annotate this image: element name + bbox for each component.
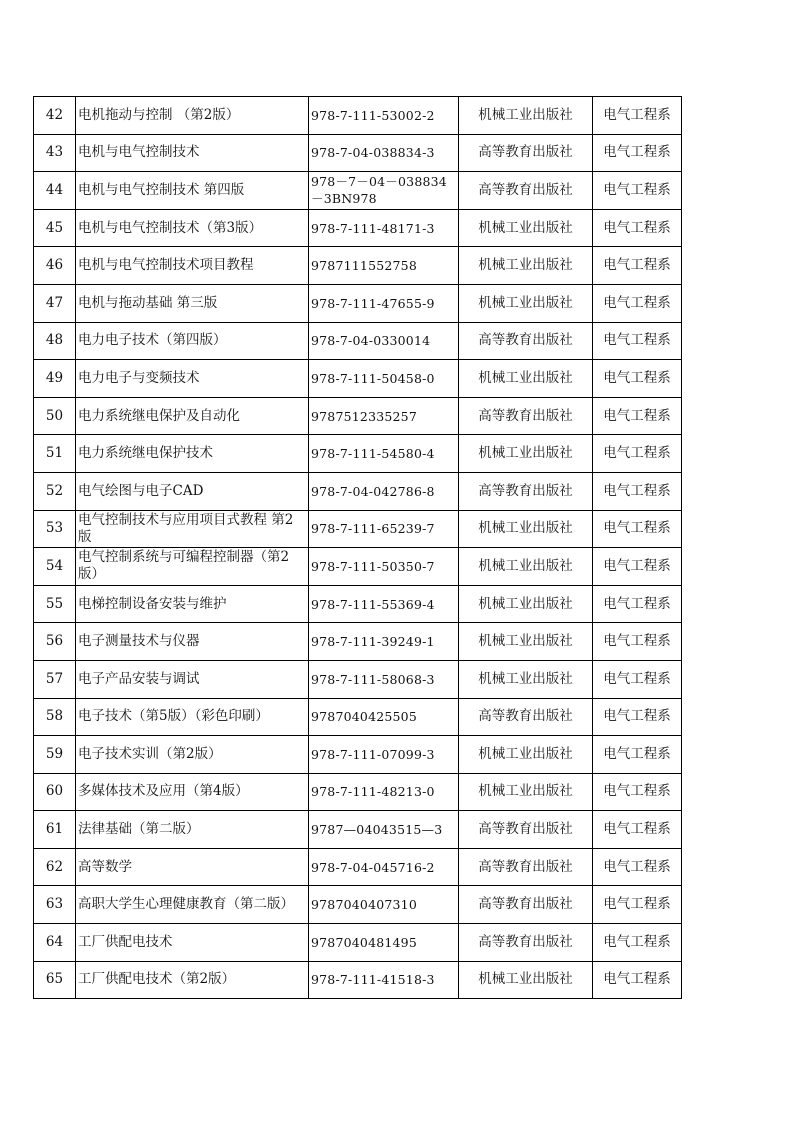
department-cell: 电气工程系 — [593, 961, 682, 999]
isbn-cell: 978-7-111-48213-0 — [309, 773, 459, 811]
book-title-cell: 电气控制系统与可编程控制器（第2版） — [76, 548, 309, 586]
book-title-cell: 电机与拖动基础 第三版 — [76, 284, 309, 322]
book-title-cell: 多媒体技术及应用（第4版） — [76, 773, 309, 811]
table-row — [34, 97, 682, 135]
isbn-cell: 978－7－04－038834－3BN978 — [309, 172, 459, 210]
book-title-cell: 电机拖动与控制 （第2版） — [76, 97, 309, 135]
book-title-cell: 电机与电气控制技术（第3版） — [76, 209, 309, 247]
book-title-cell: 电力系统继电保护技术 — [76, 435, 309, 473]
isbn-cell: 978-7-111-55369-4 — [309, 585, 459, 623]
isbn-cell: 9787—04043515—3 — [309, 811, 459, 849]
row-number-cell: 55 — [34, 585, 76, 623]
isbn-cell: 9787040407310 — [309, 886, 459, 924]
isbn-cell: 978-7-04-042786-8 — [309, 472, 459, 510]
table-row — [34, 811, 682, 849]
department-cell: 电气工程系 — [593, 623, 682, 661]
department-cell: 电气工程系 — [593, 397, 682, 435]
publisher-cell: 机械工业出版社 — [459, 660, 593, 698]
publisher-cell: 高等教育出版社 — [459, 886, 593, 924]
book-title-cell: 法律基础（第二版） — [76, 811, 309, 849]
department-cell: 电气工程系 — [593, 472, 682, 510]
book-title-cell: 电力电子与变频技术 — [76, 360, 309, 398]
publisher-cell: 高等教育出版社 — [459, 848, 593, 886]
row-number-cell: 58 — [34, 698, 76, 736]
row-number-cell: 54 — [34, 548, 76, 586]
department-cell: 电气工程系 — [593, 811, 682, 849]
book-title-cell: 电气控制技术与应用项目式教程 第2版 — [76, 510, 309, 548]
table-row — [34, 773, 682, 811]
isbn-cell: 978-7-111-39249-1 — [309, 623, 459, 661]
department-cell: 电气工程系 — [593, 698, 682, 736]
publisher-cell: 机械工业出版社 — [459, 360, 593, 398]
publisher-cell: 机械工业出版社 — [459, 961, 593, 999]
row-number-cell: 64 — [34, 924, 76, 962]
table-row — [34, 322, 682, 360]
department-cell: 电气工程系 — [593, 848, 682, 886]
book-title-cell: 电力电子技术（第四版） — [76, 322, 309, 360]
department-cell: 电气工程系 — [593, 134, 682, 172]
row-number-cell: 47 — [34, 284, 76, 322]
book-title-cell: 电子技术（第5版）（彩色印刷） — [76, 698, 309, 736]
table-row — [34, 660, 682, 698]
department-cell: 电气工程系 — [593, 736, 682, 774]
row-number-cell: 62 — [34, 848, 76, 886]
isbn-cell: 978-7-111-50350-7 — [309, 548, 459, 586]
publisher-cell: 高等教育出版社 — [459, 172, 593, 210]
table-row — [34, 134, 682, 172]
table-row — [34, 510, 682, 548]
row-number-cell: 49 — [34, 360, 76, 398]
department-cell: 电气工程系 — [593, 435, 682, 473]
book-title-cell: 电子测量技术与仪器 — [76, 623, 309, 661]
book-title-cell: 电力系统继电保护及自动化 — [76, 397, 309, 435]
isbn-cell: 978-7-04-045716-2 — [309, 848, 459, 886]
book-title-cell: 电机与电气控制技术 — [76, 134, 309, 172]
book-title-cell: 电子产品安装与调试 — [76, 660, 309, 698]
book-title-cell: 高等数学 — [76, 848, 309, 886]
table-row — [34, 623, 682, 661]
department-cell: 电气工程系 — [593, 322, 682, 360]
row-number-cell: 43 — [34, 134, 76, 172]
table-row — [34, 284, 682, 322]
department-cell: 电气工程系 — [593, 660, 682, 698]
book-title-cell: 高职大学生心理健康教育（第二版） — [76, 886, 309, 924]
row-number-cell: 63 — [34, 886, 76, 924]
row-number-cell: 52 — [34, 472, 76, 510]
isbn-cell: 978-7-111-48171-3 — [309, 209, 459, 247]
department-cell: 电气工程系 — [593, 172, 682, 210]
department-cell: 电气工程系 — [593, 97, 682, 135]
table-row — [34, 848, 682, 886]
row-number-cell: 46 — [34, 247, 76, 285]
row-number-cell: 51 — [34, 435, 76, 473]
publisher-cell: 机械工业出版社 — [459, 247, 593, 285]
book-title-cell: 工厂供配电技术（第2版） — [76, 961, 309, 999]
row-number-cell: 48 — [34, 322, 76, 360]
publisher-cell: 高等教育出版社 — [459, 134, 593, 172]
table-row — [34, 585, 682, 623]
publisher-cell: 机械工业出版社 — [459, 736, 593, 774]
isbn-cell: 978-7-111-47655-9 — [309, 284, 459, 322]
book-title-cell: 电机与电气控制技术 第四版 — [76, 172, 309, 210]
publisher-cell: 高等教育出版社 — [459, 698, 593, 736]
department-cell: 电气工程系 — [593, 773, 682, 811]
publisher-cell: 机械工业出版社 — [459, 435, 593, 473]
table-row — [34, 736, 682, 774]
isbn-cell: 978-7-111-07099-3 — [309, 736, 459, 774]
row-number-cell: 53 — [34, 510, 76, 548]
publisher-cell: 机械工业出版社 — [459, 510, 593, 548]
department-cell: 电气工程系 — [593, 247, 682, 285]
table-row — [34, 209, 682, 247]
publisher-cell: 机械工业出版社 — [459, 284, 593, 322]
isbn-cell: 9787040425505 — [309, 698, 459, 736]
row-number-cell: 42 — [34, 97, 76, 135]
department-cell: 电气工程系 — [593, 886, 682, 924]
publisher-cell: 高等教育出版社 — [459, 397, 593, 435]
department-cell: 电气工程系 — [593, 924, 682, 962]
department-cell: 电气工程系 — [593, 209, 682, 247]
publisher-cell: 机械工业出版社 — [459, 585, 593, 623]
publisher-cell: 高等教育出版社 — [459, 472, 593, 510]
book-title-cell: 电梯控制设备安装与维护 — [76, 585, 309, 623]
table-row — [34, 172, 682, 210]
isbn-cell: 978-7-111-41518-3 — [309, 961, 459, 999]
book-title-cell: 电气绘图与电子CAD — [76, 472, 309, 510]
row-number-cell: 57 — [34, 660, 76, 698]
isbn-cell: 978-7-111-58068-3 — [309, 660, 459, 698]
table-row — [34, 472, 682, 510]
publisher-cell: 机械工业出版社 — [459, 209, 593, 247]
department-cell: 电气工程系 — [593, 548, 682, 586]
row-number-cell: 61 — [34, 811, 76, 849]
publisher-cell: 机械工业出版社 — [459, 97, 593, 135]
department-cell: 电气工程系 — [593, 585, 682, 623]
isbn-cell: 978-7-111-54580-4 — [309, 435, 459, 473]
department-cell: 电气工程系 — [593, 284, 682, 322]
isbn-cell: 978-7-111-65239-7 — [309, 510, 459, 548]
table-row — [34, 698, 682, 736]
row-number-cell: 60 — [34, 773, 76, 811]
row-number-cell: 50 — [34, 397, 76, 435]
table-row — [34, 924, 682, 962]
table-row — [34, 435, 682, 473]
isbn-cell: 978-7-04-0330014 — [309, 322, 459, 360]
table-row — [34, 886, 682, 924]
publisher-cell: 机械工业出版社 — [459, 773, 593, 811]
table-row — [34, 247, 682, 285]
publisher-cell: 机械工业出版社 — [459, 623, 593, 661]
isbn-cell: 978-7-111-50458-0 — [309, 360, 459, 398]
publisher-cell: 机械工业出版社 — [459, 548, 593, 586]
table-row — [34, 961, 682, 999]
row-number-cell: 65 — [34, 961, 76, 999]
department-cell: 电气工程系 — [593, 360, 682, 398]
table-row — [34, 548, 682, 586]
book-list-table — [33, 96, 682, 999]
book-title-cell: 工厂供配电技术 — [76, 924, 309, 962]
isbn-cell: 9787111552758 — [309, 247, 459, 285]
isbn-cell: 978-7-04-038834-3 — [309, 134, 459, 172]
row-number-cell: 45 — [34, 209, 76, 247]
book-title-cell: 电机与电气控制技术项目教程 — [76, 247, 309, 285]
publisher-cell: 高等教育出版社 — [459, 811, 593, 849]
book-title-cell: 电子技术实训（第2版） — [76, 736, 309, 774]
row-number-cell: 59 — [34, 736, 76, 774]
isbn-cell: 978-7-111-53002-2 — [309, 97, 459, 135]
isbn-cell: 9787040481495 — [309, 924, 459, 962]
table-row — [34, 397, 682, 435]
department-cell: 电气工程系 — [593, 510, 682, 548]
row-number-cell: 44 — [34, 172, 76, 210]
isbn-cell: 9787512335257 — [309, 397, 459, 435]
row-number-cell: 56 — [34, 623, 76, 661]
table-row — [34, 360, 682, 398]
table-body — [34, 97, 682, 999]
publisher-cell: 高等教育出版社 — [459, 322, 593, 360]
publisher-cell: 高等教育出版社 — [459, 924, 593, 962]
